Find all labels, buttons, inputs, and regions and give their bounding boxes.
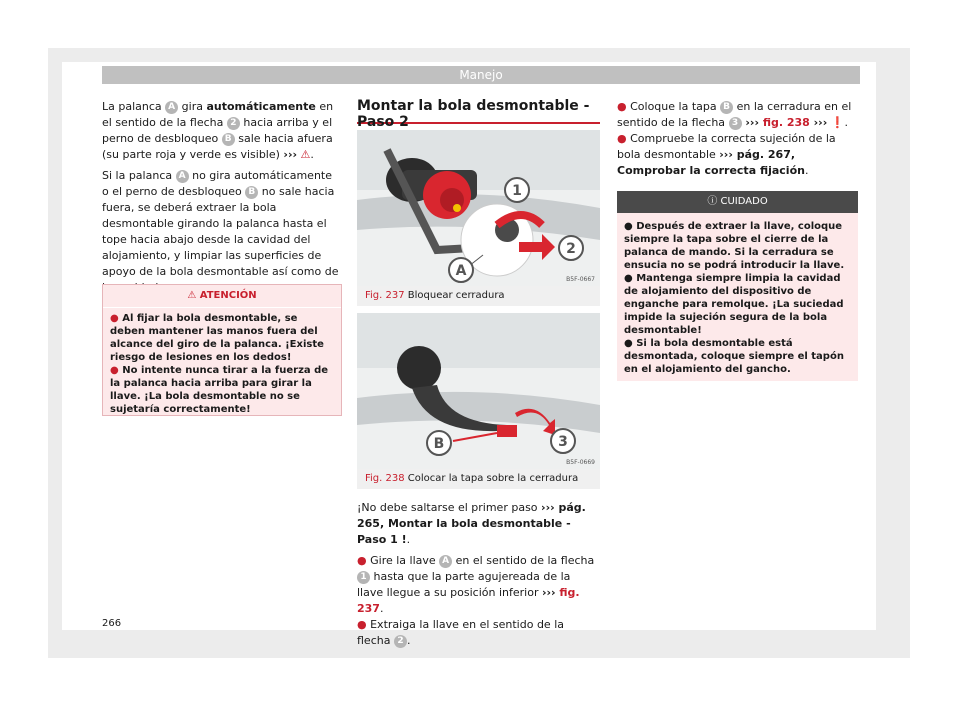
figure-reference-link[interactable]: fig. 237 xyxy=(357,586,580,615)
callout-1: 1 xyxy=(357,571,370,584)
list-item: ● Coloque la tapa B en la cerradura en el sentido de la flecha 3 ››› fig. 238 ››› ❗. xyxy=(617,100,852,129)
bullet-icon: ● xyxy=(624,221,633,232)
label-1: 1 xyxy=(512,183,522,199)
list-item: ● No intente nunca tirar a la fuerza de la palanca hacia arriba para girar la llave. ¡La bola desmontable no se sujetaría correctamente! xyxy=(110,365,329,415)
section-title: Montar la bola desmontable - Paso 2 xyxy=(357,98,600,124)
figure-code: B5F-0669 xyxy=(566,459,595,466)
figure-237-image xyxy=(357,130,600,286)
list-item: ● Compruebe la correcta sujeción de la bola desmontable ››› pág. 267, Comprobar la correcta fijación. xyxy=(617,132,836,177)
figure-caption: Fig. 237 Bloquear cerradura xyxy=(365,290,505,301)
left-column xyxy=(102,99,340,296)
bullet-icon: ● xyxy=(357,618,367,631)
page-number: 266 xyxy=(102,618,122,629)
list-item: ● Después de extraer la llave, coloque siempre la tapa sobre el cierre de la palanca de mando. Si la cerradura se ensucia no se podrá introducir la llave. xyxy=(624,221,845,271)
paragraph: Si la palanca A no gira automáticamente o el perno de desbloqueo B no sale hacia fuera, se deberá extraer la bola desmontable girando la palanca hasta el tope hacia abajo desde la cavidad del alojamiento, y limpiar las superficies de apoyo de la bola desmontable así como de xyxy=(102,169,339,278)
section-header: Manejo xyxy=(102,66,860,84)
bullet-icon: ● xyxy=(624,273,633,284)
bullet-icon: ● xyxy=(617,100,627,113)
warning-box xyxy=(102,284,342,416)
bullet-icon: ● xyxy=(624,338,633,349)
bullet-icon: ● xyxy=(110,313,119,324)
list-item: ● Extraiga la llave en el sentido de la flecha 2 . xyxy=(357,618,564,647)
figure-caption: Fig. 238 Colocar la tapa sobre la cerradura xyxy=(365,473,579,484)
callout-b: B xyxy=(222,133,235,146)
page-reference-link[interactable]: pág. 267, Comprobar la correcta fijación xyxy=(617,148,805,177)
figure-code: B5F-0667 xyxy=(566,276,595,283)
label-b: B xyxy=(433,436,445,452)
bullet-icon: ● xyxy=(110,365,119,376)
callout-a: A xyxy=(439,555,452,568)
warning-title: ATENCIÓN xyxy=(199,290,257,301)
bullet-icon: ● xyxy=(357,554,367,567)
warning-icon: ⚠ xyxy=(187,290,197,301)
callout-2: 2 xyxy=(227,117,240,130)
caution-box xyxy=(617,191,858,381)
callout-a: A xyxy=(176,170,189,183)
paragraph: ¡No debe saltarse el primer paso ››› pág. 265, Montar la bola desmontable - Paso 1 !. xyxy=(357,501,586,546)
arrows-link[interactable]: ››› xyxy=(719,148,733,161)
right-column xyxy=(617,99,858,179)
warning-icon: ⚠ xyxy=(300,148,311,161)
callout-3: 3 xyxy=(729,117,742,130)
label-a: A xyxy=(455,263,467,279)
callout-2: 2 xyxy=(394,635,407,648)
callout-a: A xyxy=(165,101,178,114)
callout-b: B xyxy=(720,101,733,114)
exclamation-icon: ❗ xyxy=(830,116,845,129)
list-item: ● Mantenga siempre limpia la cavidad de alojamiento del dispositivo de enganche para remolque. ¡La suciedad impide la sujeción segura de la bola desmontable! xyxy=(624,273,844,336)
arrows-link[interactable]: ››› xyxy=(809,116,828,129)
paragraph: La palanca A gira automáticamente en el sentido de la flecha 2 hacia arriba y el perno de desbloqueo B sale hacia afuera (su parte roja y verde es visible) ››› ⚠. xyxy=(102,100,334,161)
figure-237 xyxy=(357,130,600,306)
figure-reference-link[interactable]: fig. 238 xyxy=(758,116,810,129)
caution-title: CUIDADO xyxy=(720,196,768,207)
arrows-link[interactable]: ››› xyxy=(283,148,298,161)
page-reference-link[interactable]: pág. 265, Montar la bola desmontable - Paso 1 ! xyxy=(357,501,586,546)
callout-b: B xyxy=(245,186,258,199)
list-item: ● Gire la llave A en el sentido de la flecha 1 hasta que la parte agujereada de la llave llegue a su posición inferior ››› fig. 237. xyxy=(357,554,595,615)
label-3: 3 xyxy=(558,434,568,450)
figure-238-image xyxy=(357,313,600,469)
list-item: ● Si la bola desmontable está desmontada, coloque siempre el tapón en el alojamiento del gancho. xyxy=(624,338,844,375)
figure-238 xyxy=(357,313,600,489)
label-2: 2 xyxy=(566,241,576,257)
arrows-link[interactable]: ››› xyxy=(541,501,555,514)
arrows-link[interactable]: ››› xyxy=(741,116,759,129)
bullet-icon: ● xyxy=(617,132,627,145)
middle-text xyxy=(357,500,600,649)
list-item: ● Al fijar la bola desmontable, se deben mantener las manos fuera del alcance del giro de la palanca. ¡Existe riesgo de lesiones en los dedos! xyxy=(110,313,324,363)
info-icon: ⓘ xyxy=(707,196,718,207)
arrows-link[interactable]: ››› xyxy=(541,586,556,599)
